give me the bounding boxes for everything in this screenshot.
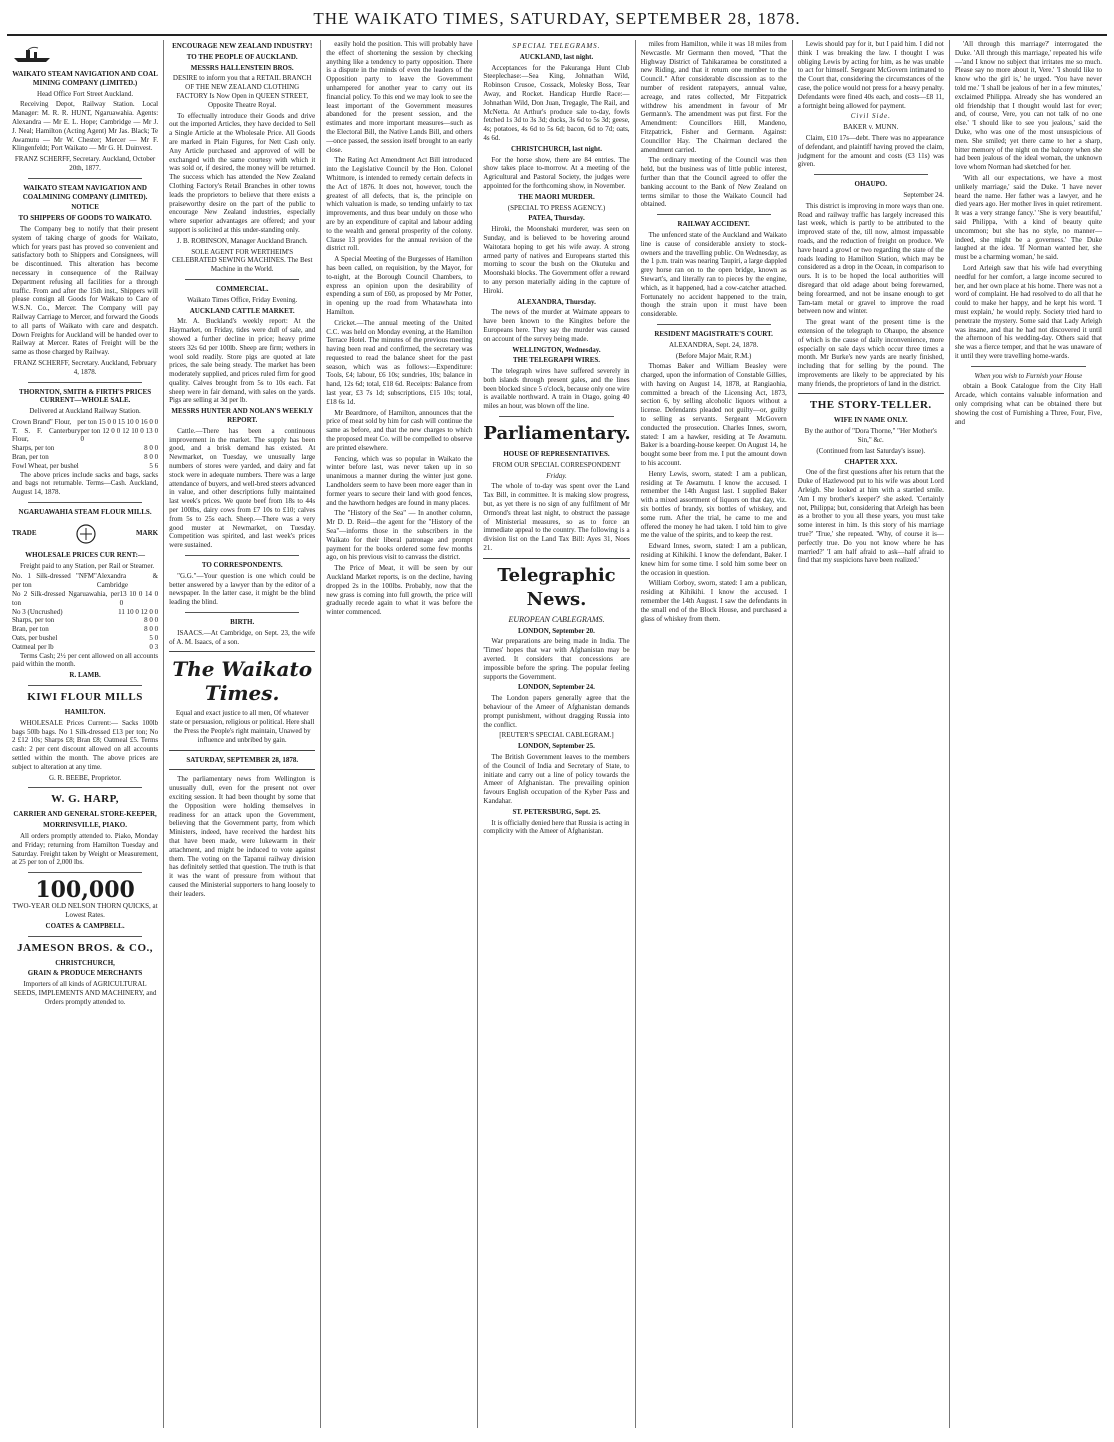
price-row: Sharps, per ton 8 0 0 [12, 616, 159, 625]
ngaruawahia-heading: NGARUAWAHIA STEAM FLOUR MILLS. [18, 508, 152, 517]
column-2 [164, 40, 321, 1428]
divider [169, 651, 315, 652]
wholesale-price-list [12, 572, 158, 651]
motto: Equal and exact justice to all men, Of whatever state or persuasion, religious or political. Here shall the Press the People's right maintain, Unawed by influence and unbribed by gain. [169, 709, 315, 744]
harp-title: CARRIER AND GENERAL STORE-KEEPER, [13, 810, 157, 819]
to-public-heading: TO THE PEOPLE OF AUCKLAND. [186, 52, 298, 61]
coates-name: COATES & CAMPBELL. [45, 921, 125, 930]
patea-heading: PATEA, Thursday. [528, 214, 585, 223]
railway-text: The unfenced state of the Auckland and Waikato line is cause of considerable anxiety to stock-owners and the travelling public. On Wednesday, as the 1 p.m. train was nearing Taupiri, a large dappled grey horse ran on to the open bridge, known as Stewart's, and literally ran to pieces by the engine, which, as it happened, had a cow-catcher attached. Fortunately no accident happened to the train, though the strain upon it must have been considerable. [640, 230, 787, 319]
newspaper-page [7, 6, 1107, 1430]
divider [28, 382, 142, 383]
article-text: Mr Beardmore, of Hamilton, announces that the price of meat sold by him for cash will continue the same as before, and that the new charges to which the proposed meat Co. will be compelled to observe are printed elsewhere. [326, 408, 473, 452]
thornton-sub: Delivered at Auckland Railway Station. [29, 407, 141, 416]
divider [28, 178, 142, 179]
divider [657, 214, 771, 215]
divider [971, 366, 1086, 367]
parliamentary-title: Parliamentary. [483, 423, 631, 445]
divider [483, 558, 629, 559]
divider [185, 279, 299, 280]
harp-text: All orders promptly attended to. Piako, Monday and Friday; returning from Hamilton Tuesday and Saturday. Freight taken by Weight or Measurement, at 25 per ton of 2,000 lbs. [12, 831, 159, 867]
cattle-text: Mr. A. Buckland's weekly report: At the Haymarket, on Friday, tides were dull of sale, and showed a further decline in price; heavy prime steers 32s 6d per 100lb. Sheep are firm; wethers in wool sold readily. Store pigs are quoted at late prices, the sale being steady. The market has been moderately supplied, and prices ruled firm for good quality. Calves brought from 5s to 10s each. Fat sheep were in fair demand, with sales on the yards. Pigs are selling at 3d per lb. [169, 317, 316, 405]
article-text: Fencing, which was so popular in Waikato the winter before last, was never taken up in so unanimous a manner during the winter just gone. Landholders seem to have been more eager than in former years to secure their land with good fences, and the hawthorn hedges are found in many places. [326, 454, 473, 507]
shippers-text: The Company beg to notify that their present system of taking charge of goods for Waikato, which for years past has proved so convenient and satisfactory both to Shippers and Consignees, will be discontinued. This alteration has become necessary in consequence of the Railway Department refusing all facilities for a through traffic. From and after the 15th inst., Shippers will please consign all Goods for Waikato to Care of W.S.N. Co., Mercer. The Company will pay Railway Carriage to Mercer, and forward the Goods to all parts of Waikato with care and despatch. Down Freights for Auckland will be handed over to Railway at Mercer. Rates of Freight will be the same as those charged by Railway. [12, 224, 159, 357]
kiwi-signature: G. R. BEEBE, Proprietor. [49, 773, 122, 782]
divider [28, 787, 142, 788]
civil-text: Claim, £10 17s—debt. There was no appearance of defendant, and plaintiff having proved the claim, judgment for the amount and costs (£3 11s) was given. [797, 133, 944, 169]
masthead [7, 6, 1107, 36]
article-text: A Special Meeting of the Burgesses of Hamilton has been called, on requisition, by the Mayor, for to-night, at the Borough Council Chambers, to express an opinion upon the desirability of expending a sum of £60, as proposed by Mr Potter, in opening up the road from Whatawhata into Hamilton. [326, 255, 473, 316]
hunter-heading: MESSRS HUNTER AND NOLAN'S WEEKLY REPORT. [171, 407, 313, 425]
price-row: Sharps, per ton 8 0 0 [12, 444, 159, 453]
column-6 [793, 40, 950, 1428]
maori-sub: (SPECIAL TO PRESS AGENCY.) [507, 203, 606, 212]
london3-heading: LONDON, September 25. [518, 742, 595, 751]
notice-heading: NOTICE [71, 203, 99, 212]
column-4 [478, 40, 635, 1428]
story-title: WIFE IN NAME ONLY. [833, 416, 908, 425]
birth-text: ISAACS.—At Cambridge, on Sept. 23, the wife of A. M. Isaacs, of a son. [169, 628, 316, 646]
steam-nav-signature: FRANZ SCHERFF, Secretary. Auckland, October 20th, 1877. [14, 155, 156, 172]
masthead-title: THE WAIKATO TIMES, SATURDAY, SEPTEMBER 28, 1878. [313, 9, 801, 28]
european-sub: EUROPEAN CABLEGRAMS. [508, 614, 605, 624]
price-row: Oatmeal per lb 0 3 [12, 642, 159, 651]
wholesale-text: Freight paid to any Station, per Rail or Steamer. [20, 561, 155, 570]
jameson-text: Importers of all kinds of AGRICULTURAL SEEDS, IMPLEMENTS AND MACHINERY, and Orders promptly attended to. [13, 980, 157, 1006]
price-row: No 3 (Uncrushed) 11 10 0 12 0 0 [12, 607, 159, 616]
article-text: The "History of the Sea" — In another column, Mr D. D. Reid—the agent for the "History of the Sea"—informs those in the subscribers in the Waikato for their liberal patronage and prompt payment for the books ordered some few months ago, on his previous visit to canvass the district. [326, 509, 473, 562]
price-row: T. S. F. Canterbury Flour, per ton 12 0 0 12 10 0 13 0 0 [12, 426, 159, 444]
chapter-heading: CHAPTER XXX. [844, 457, 898, 466]
before-line: (Before Major Mair, R.M.) [675, 351, 752, 360]
stpete-heading: ST. PETERSBURG, Sept. 25. [512, 807, 601, 816]
shippers-signature: FRANZ SCHERFF, Secretary. Auckland, February 4, 1878. [13, 358, 157, 376]
jameson-place: CHRISTCHURCH, [55, 958, 115, 967]
civil-heading: Civil Side. [850, 112, 891, 121]
court-text: Edward Innes, sworn, stated: I am a publican, residing at Kihikihi. I know the defendant, Baker. I knew him for some time. I sold him some beer on the occasion in question. [640, 542, 787, 577]
thorn-big-number: 100,000 [35, 877, 135, 904]
divider [814, 174, 928, 175]
patea-text: Hiroki, the Moonshaki murderer, was seen on Sunday, and is believed to be hovering around Waitotara hoping to get his wife away. A strong armed party of natives and Europeans started this morning to scour the bush on the Okutuku and Moonshaki blocks. The Government offer a reward to any person materially aiding in the capture of Hiroki. [483, 225, 630, 295]
auckland-heading: AUCKLAND, last night. [519, 52, 594, 61]
trade-mark-right: MARK [135, 529, 159, 538]
railway-heading: RAILWAY ACCIDENT. [677, 220, 750, 229]
wertheim-ad: SOLE AGENT FOR WERTHEIM'S CELEBRATED SEWING MACHINES. The Best Machine in the World. [171, 247, 313, 274]
magistrate-heading: RESIDENT MAGISTRATE'S COURT. [654, 329, 773, 338]
story-text: One of the first questions after his return that the Duke of Hazlewood put to his wife was about Lord Arleigh. She looked at him with a startled smile. 'Am I my brother's keeper?' she asked. 'Certainly not, Philippa; but, considering that Arleigh has been as a brother to you all these years, you must take some interest in him. Is this story of his marriage true?' 'True,' she repeated. 'Why, of course it is—perfectly true. Do you not know where he has married?' 'I am half afraid to ask—half afraid to find that my suspicions have been realized.' [797, 468, 944, 565]
price-row: No 2 Silk-dressed Ngaruawahia, per ton 13 10 0 14 0 0 [12, 590, 159, 607]
article-text: The Price of Meat, it will be seen by our Auckland Market reports, is on the decline, having dropped 2s in the 100lbs. Probably, now that the new grass is coming into full growth, the price will gradually recede again to what it was before the winter commenced. [326, 564, 473, 617]
waikato-times-title: The Waikato Times. [172, 657, 313, 706]
friday-label: Friday. [546, 471, 567, 480]
divider [657, 324, 771, 325]
jameson-title: GRAIN & PRODUCE MERCHANTS [27, 969, 143, 978]
kiwi-heading: KIWI FLOUR MILLS [27, 691, 143, 704]
court-text: Thomas Baker and William Beasley were charged, upon the information of Constable Gillies, with having on August 14, 1878, at Rangiaohia, committed a breach of the Licensing Act, 1873, section 6, by selling alcoholic liquors without a license. Defendants pleaded not guilty—or, guilty to selling as servants. Sergeant McGovern conducted the prosecution. Charles Innes, sworn, stated: I am a hawker, residing at Te Awamutu. Baker is a boarding-house keeper. On August 14, he bought some beer from me. I put the amount down to his account. [640, 362, 787, 468]
divider [169, 750, 315, 751]
steam-nav-heading: WAIKATO STEAM NAVIGATION AND COAL MINING COMPANY (LIMITED.) [12, 70, 158, 87]
editorial-text: The parliamentary news from Wellington is unusually dull, even for the present not over exciting session. It had been thought by some that the Opposition were holding themselves in readiness for an attack upon the Government, believing that the Government party, from which Ministers, indeed, have received the hardest hits that have been made, were lukewarm in their attachment, and might be induced to vote against them. The voting on the Tapanui railway division has definitely settled that question. The truth is that it was the want of pressure from without that caused the Ministerial supporters to hang loosely to their leaders. [169, 775, 316, 898]
ohaupo-text: This district is improving in more ways than one. Road and railway traffic has largely increased this last week, which is partly to be attributed to the improved state of the, till now, almost impassable roads, and the reduction of freight on produce. We have heard a growl or two regarding the state of the roads leading to Hamilton Station, which may be considered as a drop in the Ocean, in comparison to ours. It is to be hoped the local authorities will disregard that old adage about being forewarned, being forearmed, and not be insane enough to get Tam-tam metal or gravel to improve the road between now and winter. [797, 201, 944, 316]
trade-mark-row [12, 523, 158, 545]
civil-case: BAKER v. MUNN. [843, 123, 899, 132]
column-3 [321, 40, 478, 1428]
steamship-icon [12, 46, 52, 64]
ohaupo-heading: OHAUPO. [854, 180, 888, 189]
robinson-signature: J. B. ROBINSON, Manager Auckland Branch. [176, 236, 308, 245]
harp-heading: W. G. HARP, [51, 793, 120, 806]
auckland-text: Acceptances for the Pakuranga Hunt Club Steeplechase:—Sea King, Johnathan Wild, Robinson Crusoe, Cossack, Molesky Boss, Tear Away, and Rocket. Handicap Hurdle Race:—Johnathan Wild, Don Juan, Tregagle, The Rail, and McNetta. At Arthur's produce sale to-day, fowls fetched 1s 3d to 3s 3d; ducks, 3s 6d to 5s 3d; geese, 4s; potatoes, 4s 6d to 5s 6d; bacon, 6d to 7d; oats, 4s 6d. [483, 63, 630, 142]
london3-text: The British Government leaves to the members of the Council of India and Secretary of State, to initiate and carry out a line of policy towards the Ameer of Afghanistan. The prevailing opinion favours English occupation of the Kyber Pass and Kandahar. [483, 753, 630, 805]
column-grid [7, 40, 1107, 1428]
footer-heading: When you wish to Furnish your House [974, 371, 1083, 380]
stpete-text: It is officially denied here that Russia is acting in complicity with the Ameer of Afghanistan. [483, 818, 630, 836]
christchurch-text: For the horse show, there are 84 entries. The show takes place to-morrow. At a meeting of the Agricultural and Pastoral Society, the judges were appointed for the forthcoming show, in November. [483, 155, 630, 190]
christchurch-heading: CHRISTCHURCH, last night. [510, 144, 602, 153]
divider [28, 685, 142, 686]
story-text: 'With all our expectations, we have a most unlikely marriage,' said the Duke. 'I have never heard the name. Her father was a lawyer, and he died years ago. Her mother lives in quiet retirement. It was a very strange fancy.' 'She is very beautiful,' said Philippa, 'with a kind of beauty quite uncommon; but she has no style, no manner—indeed, she might be a governess.' The Duke laughed at the idea. 'If Norman wanted her, she must be a charming woman,' he said. [954, 173, 1102, 262]
kiwi-text: WHOLESALE Prices Current:— Sacks 100lb bags 50lb bags. No 1 Silk-dressed £13 per ton; No 2 £12 10s; Sharps £8; Bran £8; Oatmeal £5. Terms cash: 2 per cent discount allowed on all accounts settled within the month. The above prices are subject to alteration at any time. [12, 718, 159, 771]
special-telegrams-heading: SPECIAL TELEGRAMS. [512, 42, 601, 50]
council-text: The ordinary meeting of the Council was then held, but the business was of little public interest, further than that the Council agreed to offer the banking account to the Bank of New Zealand on terms similar to those the Waikato Council had obtained. [640, 156, 787, 209]
london2-text: The London papers generally agree that the behaviour of the Ameer of Afghanistan demands prompt punishment, without dragging Russia into the conflict. [483, 694, 630, 729]
lamb-name: R. LAMB. [69, 671, 101, 680]
price-row: Bran, per ton 8 0 0 [12, 625, 159, 634]
wellington-heading: WELLINGTON, Wednesday. [512, 345, 601, 354]
reuters-heading: [REUTER'S SPECIAL CABLEGRAM.] [499, 731, 614, 740]
footer-text: obtain a Book Catalogue from the City Hall Arcade, which contains valuable information and only comprising what can be obtained there but showing the cost of Furnishing a Three, Four, Five, and [954, 382, 1102, 426]
house-sub: FROM OUR SPECIAL CORRESPONDENT [492, 460, 621, 469]
divider [28, 872, 142, 873]
desire-body: To effectually introduce their Goods and drive out the imported Articles, they have decided to Sell a Single Article at the Wholesale Price. All Goods are marked in Plain Figures, for Nett Cash only. Any Article purchased and approved of will be exchanged with the same courtesy with which it was sold or, if desired, the money will be returned. The success which has attended the New Zealand Clothing Factory's Retail Branches in other towns leads the proprietors to believe that there exists a praiseworthy desire on the part of the public to encourage New Zealand industries, especially where superior advantages are offered; and your support is solicited at this under-standing only. [169, 111, 316, 234]
ship-row [12, 46, 158, 64]
alexandra-court-date: ALEXANDRA, Sept. 24, 1878. [669, 340, 759, 349]
storyteller-heading: THE STORY-TELLER. [809, 399, 932, 412]
price-row: Fowl Wheat, per bushel 5 6 [12, 461, 159, 470]
commercial-heading: COMMERCIAL. [215, 284, 269, 293]
harp-place: MORRINSVILLE, PIAKO. [43, 821, 127, 830]
price-row: No. 1 Silk-dressed "NFM" per ton Alexandra & Cambridge [12, 572, 159, 590]
london2-heading: LONDON, September 24. [518, 683, 595, 692]
kiwi-place: HAMILTON. [64, 708, 106, 717]
divider [185, 612, 299, 613]
price-row: Crown Brand" Flour, per ton 15 0 0 15 10 0 16 0 0 [12, 417, 159, 426]
commercial-office: Waikato Times Office, Friday Evening. [187, 295, 298, 304]
wholesale-terms: Terms Cash; 2½ per cent allowed on all accounts paid within the month. [12, 651, 159, 669]
article-text: Cricket.—The annual meeting of the United C.C. was held on Monday evening, at the Hamilton Terrace Hotel. The minutes of the previous meeting having been read and confirmed, the secretary was requested to read the balance sheet for the past season, which was as follows:—Expenditure: Tools, £4; labour, £6 10s; sundries, 10s; balance in hand, 12s 6d; total, £18 6d. Receipts: Balance from last year, £3 7s 1d; subscriptions, £15 10s; total, £18 6s 1d. [326, 318, 473, 406]
thornton-note: The above prices include sacks and bags, sacks and bags not returnable. Terms—Cash. Auckland, August 14, 1878. [12, 470, 159, 497]
desire-text: DESIRE to inform you that a RETAIL BRANCH OF THE NEW ZEALAND CLOTHING FACTORY Is Now Open in QUEEN STREET, Opposite Theatre Royal. [172, 74, 312, 109]
column-7 [950, 40, 1107, 1428]
article-text: The Rating Act Amendment Act Bill introduced into the Legislative Council by the Hon. Colonel Whitmore, is intended to remedy certain defects in the Act of 1876. It does not, however, touch the greatest of all defects, that is, the principle on which valuation is made, so tending unfairly to tax improvements, and thus bear unduly on those who are by an expenditure of capital and labour adding to the wealth and general prosperity of the colony. Clause 13 provides for the annual revision of the district roll. [326, 156, 473, 253]
wires-text: The telegraph wires have suffered severely in both islands through present gales, and the lines been blocked since 5 o'clock, because only one wire is available northward. A train in Otago, going 40 miles an hour, was blown off the line. [483, 367, 630, 411]
court-text: Henry Lewis, sworn, stated: I am a publican, residing at Te Awamutu. I know the accused. I remember the 14th August last. I supplied Baker with a mixed assortment of liquors on that day, viz. six bottles of brandy, six bottles of whiskey, and some rum. After the trial, he came to me and offered the money he had taken. I told him to give me the value of the spirits, and to keep the rest. [640, 469, 787, 540]
ohaupo-date: September 24. [903, 190, 944, 199]
correspondents-heading: TO CORRESPONDENTS. [201, 561, 283, 570]
thornton-heading: THORNTON, SMITH & FIRTH'S PRICES CURRENT—WHOLE SALE. [19, 387, 152, 405]
price-row: Bran, per ton 8 0 0 [12, 453, 159, 462]
council-text: miles from Hamilton, while it was 18 miles from Newcastle. Mr Germann then moved, "That the Highway District of Tahikaramea be constituted a new Riding, and that it return one member to the Council." After considerable discussion as to the number of resident ratepayers, annual value, acreage, and rates collected, Mr Fitzpatrick withdrew his amendment in favour of Mr Germann's. The amendment was put first. For the Amendment: Councillors Hill, Mandeno, Fitzpatrick, Fisher and Germann. Against: Councillor Hay. The Chairman declared the amendment carried. [640, 40, 787, 154]
court-text: William Corboy, sworn, stated: I am a publican, residing at Kihikihi. I know the accused. I remember the 14th August. I saw the defendants in the small end of the Block House, and purchased a glass of whiskey from them. [640, 579, 787, 623]
divider [499, 416, 613, 417]
price-row: Oats, per bushel 5 0 [12, 634, 159, 643]
hunter-text: Cattle.—There has been a continuous improvement in the market. The supply has been good, and a brisk demand has existed. At Newmarket, on Tuesday, we unusually large numbers of stores were yarded, and dairy and fat stock were in adequate numbers. There was a large attendance of buyers, and well-bred steers advanced in value, and other descriptions fully maintained last week's prices. We quote beef from 18s to 44s per 100lbs, dairy cows from £7 10s to £10; calves from 5s to 25s each. Sheep.—There was a very good muster at Newmarket, on Tuesday. Competition was spirited, and last week's prices were sustained. [169, 426, 316, 550]
divider [28, 936, 142, 937]
wholesale-heading: WHOLESALE PRICES CUR RENT:— [25, 550, 145, 559]
story-continued: (Continued from last Saturday's issue). [816, 446, 926, 455]
story-author: By the author of "Dora Thorne," "Her Mother's Sin," &c. [804, 427, 937, 445]
trade-mark-emblem-icon [71, 523, 101, 545]
maori-heading: THE MAORI MURDER. [518, 192, 595, 201]
story-text: 'All through this marriage?' interrogated the Duke. 'All through this marriage,' repeated his wife—'and I know no subject that irritates me so much. Please say no more about it, Vere.' 'I should like to know who the girl is,' he urged. 'You have never told me.' 'I shall be jealous of her in a few minutes,' exclaimed Philippa. Already she has wondered an old friendship that I thought would last for ever; and, of course, Vere, you can not talk of no one else.' 'I should like to see you jealous,' said the Duke, who was one of the most unsuspicious of men. She smiled; yet there came to her a sharp, bitter memory of the night on the balcony when she had been jealous of the ideal woman, the unknown love whom Norman had sketched for her. [954, 40, 1102, 172]
london1-heading: LONDON, September 20. [518, 626, 595, 635]
shippers-heading: TO SHIPPERS OF GOODS TO WAIKATO. [18, 214, 152, 223]
house-heading: HOUSE OF REPRESENTATIVES. [503, 450, 610, 459]
birth-heading: BIRTH. [230, 618, 255, 627]
story-text: Lord Arleigh saw that his wife had everything needful for her comfort, a large income secured to her, and her own place at his home. There was not a word of complaint. He had resolved to do all that he could to make her happy, and he kept his word. 'I must explain,' he would reply. Society tried hard to penetrate the mystery. Some said that Lady Arleigh was insane, and that he had not discovered it until the afternoon of his wedding-day. Others said that she was a fierce temper, and that he was unaware of it until they were travelling home-wards. [954, 263, 1102, 360]
divider [798, 393, 944, 394]
divider [185, 555, 299, 556]
correspondents-text: "G.G."—Your question is one which could be better answered by a lawyer than by the editor of a newspaper. In the latter case, it might be the blind leading the blind. [169, 571, 316, 607]
telegraphic-title: Telegraphic News. [497, 564, 616, 610]
steam-nav2-heading: WAIKATO STEAM NAVIGATION AND COALMINING COMPANY (LIMITED). [22, 183, 148, 201]
date-line: SATURDAY, SEPTEMBER 28, 1878. [186, 755, 299, 764]
column-5 [636, 40, 793, 1428]
column-1 [7, 40, 164, 1428]
alexandra-text: The news of the murder at Waimate appears to have been known to the Kingites before the Europeans here. They say the murder was caused on account of the survey being made. [483, 308, 630, 343]
steam-nav-text: Receiving Depot, Railway Station. Local Manager: M. R. R. HUNT, Ngaruawahia. Agents: Alexandra — Mr E. L. Hope; Cambridge — Mr J. J. Neal; Hamilton (Acting Agent) Mr Jas. Black; Te Awamutu — Mr W. Chester; Mercer — Mr F. Klingenfeldt; Port Waikato — Mr G. H. Duinvest. [12, 100, 159, 153]
cattle-heading: AUCKLAND CATTLE MARKET. [189, 306, 295, 315]
trade-mark-left: TRADE [12, 529, 37, 538]
thorn-sub: TWO-YEAR OLD NELSON THORN QUICKS, at Lowest Rates. [12, 902, 158, 919]
london1-text: War preparations are being made in India. The 'Times' hopes that war with Afghanistan may be averted. It considers that concessions are impossible before the spring. The popular feeling supports the Government. [483, 637, 630, 681]
hallenstein-heading: MESSRS HALLENSTEIN BROS. [190, 63, 294, 72]
court-text: Lewis should pay for it, but I paid him. I did not think I was breaking the law. I thought I was obliging Lewis by acting for him, as he was unable to act for himself. Sergeant McGovern intimated to the Court that, considering the circumstances of the case, the police would not press for a heavy penalty. Defendants were fined 40s each, and costs—£8 11, a fortnight being allowed for payment. [797, 40, 944, 110]
steam-nav-office: Head Office Fort Street Auckland. [37, 89, 134, 98]
article-text: easily hold the position. This will probably have the effect of shortening the session by checking anything like a tendency to party opposition. There is a dispute in the minds of even the leaders of the Opposition party to leave the Government unhampered for another year to carry out its financial policy. To this end we may look to see the least important of the Government measures abandoned for the present session, and the estimates and more important measures—such as the Electoral Bill, the Native Lands Bill, and others—once passed, the session itself brought to an early close. [326, 40, 473, 154]
encourage-heading: ENCOURAGE NEW ZEALAND INDUSTRY! [172, 42, 313, 50]
parliament-text: The whole of to-day was spent over the Land Tax Bill, in committee. It is making slow progress, but, as yet there is no sign of any fulfilment of Mr Ormond's threat last night, to obstruct the passage of Ministerial measures, so as to force an immediate appeal to the country. The following is a division list on the Land Tax Bill: Ayes 31, Noes 21. [483, 482, 630, 553]
thornton-price-list [12, 418, 158, 471]
wires-heading: THE TELEGRAPH WIRES. [512, 356, 601, 365]
divider [169, 769, 315, 770]
ohaupo-text: The great want of the present time is the extension of the telegraph to Ohaupo, the absence of which is the cause of daily inconvenience, more especially on sale days which occur three times a month. Mr Burke's new yards are nearly finished, including that for selling by the pound. The improvements are likely to be appreciated by his many friends, the proprietors of land in the district. [797, 318, 944, 388]
jameson-heading: JAMESON BROS. & CO., [17, 941, 154, 954]
divider [28, 502, 142, 503]
alexandra-heading: ALEXANDRA, Thursday. [517, 297, 596, 306]
